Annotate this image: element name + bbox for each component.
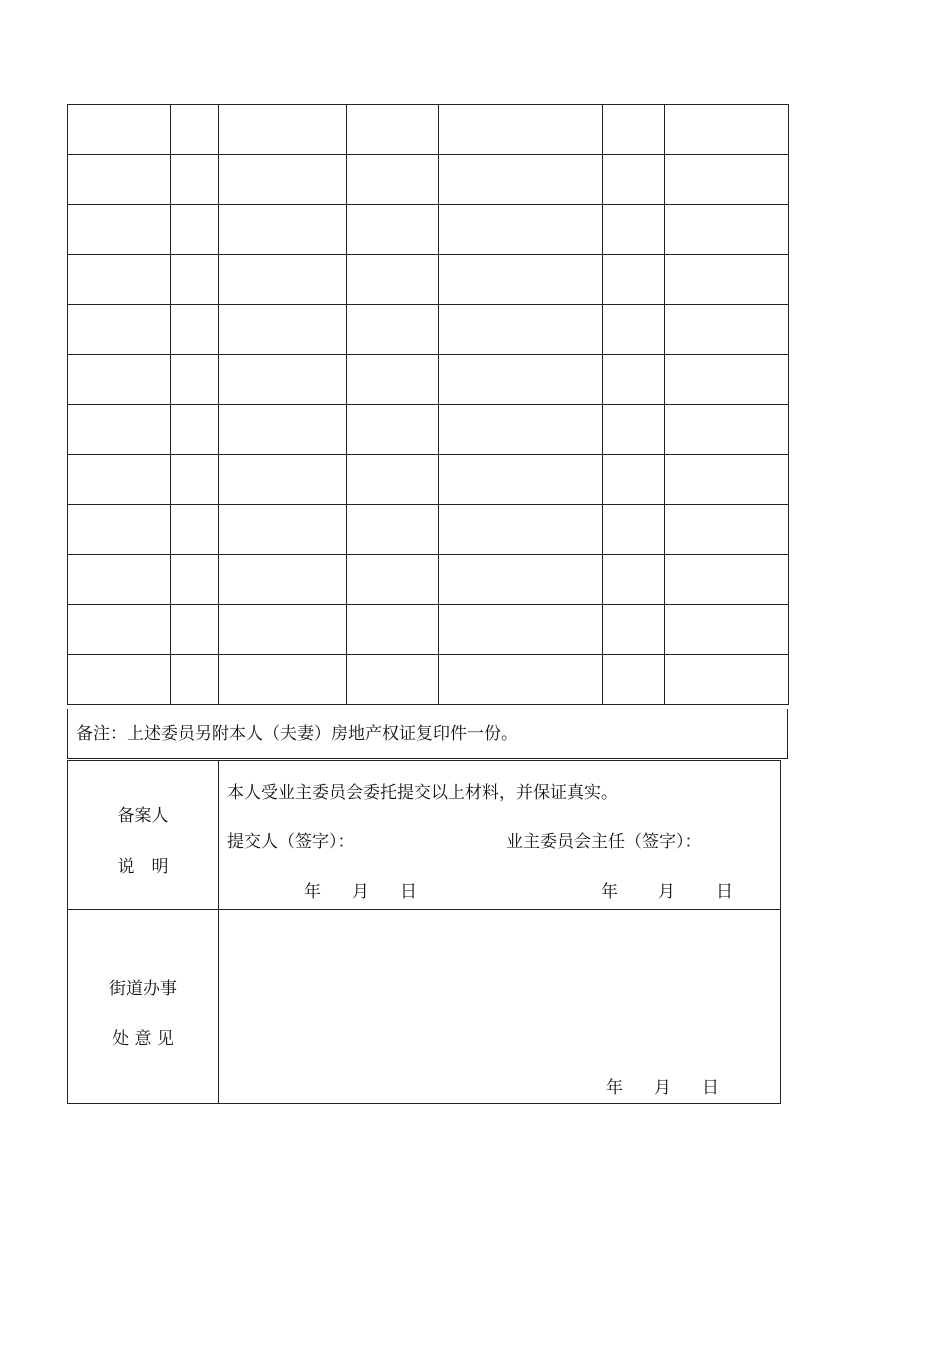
- table-cell: [171, 205, 219, 255]
- table-cell: [219, 605, 347, 655]
- table-cell: [68, 605, 171, 655]
- table-cell: [347, 405, 439, 455]
- table-cell: [219, 105, 347, 155]
- filing-row: [68, 761, 781, 910]
- filing-statement: 本人受业主委员会委托提交以上材料，并保证真实。: [227, 783, 618, 803]
- table-cell: [603, 605, 665, 655]
- table-cell: [665, 255, 789, 305]
- table-cell: [171, 405, 219, 455]
- table-cell: [347, 555, 439, 605]
- table-cell: [439, 405, 603, 455]
- filing-label-cell: [68, 761, 219, 910]
- table-cell: [219, 355, 347, 405]
- table-cell: [665, 655, 789, 705]
- table-cell: [603, 355, 665, 405]
- table-cell: [439, 255, 603, 305]
- table-cell: [68, 355, 171, 405]
- table-cell: [68, 305, 171, 355]
- table-cell: [439, 655, 603, 705]
- table-cell: [439, 155, 603, 205]
- table-cell: [347, 305, 439, 355]
- table-cell: [68, 455, 171, 505]
- table-cell: [603, 555, 665, 605]
- table-cell: [68, 655, 171, 705]
- remarks-row: [67, 709, 788, 759]
- table-cell: [439, 555, 603, 605]
- approval-table: [67, 760, 781, 1104]
- table-cell: [665, 355, 789, 405]
- table-cell: [347, 455, 439, 505]
- table-cell: [439, 305, 603, 355]
- table-cell: [347, 205, 439, 255]
- street-office-date-year: 年: [606, 1078, 623, 1098]
- street-office-date-month: 月: [654, 1078, 671, 1098]
- table-row: [68, 355, 789, 405]
- table-cell: [171, 155, 219, 205]
- table-cell: [171, 605, 219, 655]
- table-cell: [347, 355, 439, 405]
- chair-date-month: 月: [658, 882, 675, 902]
- table-row: [68, 405, 789, 455]
- table-row: [68, 655, 789, 705]
- table-cell: [347, 105, 439, 155]
- table-cell: [347, 605, 439, 655]
- table-cell: [665, 505, 789, 555]
- table-cell: [68, 105, 171, 155]
- table-cell: [347, 655, 439, 705]
- table-cell: [68, 555, 171, 605]
- table-cell: [603, 155, 665, 205]
- table-cell: [68, 155, 171, 205]
- table-cell: [219, 255, 347, 305]
- table-cell: [219, 655, 347, 705]
- table-cell: [439, 505, 603, 555]
- table-cell: [665, 405, 789, 455]
- street-office-label-line1: 街道办事: [109, 979, 177, 999]
- table-cell: [171, 555, 219, 605]
- table-cell: [219, 505, 347, 555]
- table-cell: [603, 455, 665, 505]
- table-cell: [439, 455, 603, 505]
- table-cell: [665, 205, 789, 255]
- member-grid: [67, 104, 789, 705]
- street-office-label-cell: [68, 910, 219, 1104]
- member-grid-body: [68, 105, 789, 705]
- submitter-signature-label: 提交人（签字）：: [227, 832, 355, 852]
- table-cell: [603, 405, 665, 455]
- submitter-date-year: 年: [304, 882, 321, 902]
- table-cell: [171, 105, 219, 155]
- remarks-text: 备注：上述委员另附本人（夫妻）房地产权证复印件一份。: [76, 724, 518, 744]
- table-cell: [171, 355, 219, 405]
- table-row: [68, 505, 789, 555]
- table-cell: [219, 455, 347, 505]
- table-cell: [439, 205, 603, 255]
- street-office-date-day: 日: [702, 1078, 719, 1098]
- table-cell: [665, 605, 789, 655]
- table-row: [68, 605, 789, 655]
- table-cell: [665, 105, 789, 155]
- submitter-date-day: 日: [400, 882, 417, 902]
- street-office-label-line2: 处 意 见: [112, 1029, 174, 1049]
- table-cell: [439, 105, 603, 155]
- chair-date-year: 年: [601, 882, 618, 902]
- table-cell: [219, 405, 347, 455]
- table-cell: [347, 155, 439, 205]
- table-cell: [603, 205, 665, 255]
- table-cell: [665, 155, 789, 205]
- filing-content-cell: [219, 761, 781, 910]
- table-row: [68, 155, 789, 205]
- street-office-content-cell: [219, 910, 781, 1104]
- table-cell: [603, 505, 665, 555]
- table-cell: [68, 205, 171, 255]
- table-cell: [665, 555, 789, 605]
- table-cell: [68, 405, 171, 455]
- table-cell: [439, 605, 603, 655]
- table-cell: [219, 155, 347, 205]
- table-row: [68, 455, 789, 505]
- table-cell: [68, 255, 171, 305]
- table-cell: [171, 655, 219, 705]
- filing-label-line2: 说 明: [117, 857, 169, 877]
- table-cell: [603, 655, 665, 705]
- table-cell: [603, 255, 665, 305]
- street-office-row: [68, 910, 781, 1104]
- table-row: [68, 255, 789, 305]
- filing-label-line1: 备案人: [117, 806, 169, 826]
- table-cell: [171, 505, 219, 555]
- table-cell: [347, 255, 439, 305]
- table-cell: [171, 455, 219, 505]
- table-cell: [219, 205, 347, 255]
- table-cell: [665, 455, 789, 505]
- table-cell: [665, 305, 789, 355]
- chair-date-day: 日: [716, 882, 733, 902]
- table-cell: [603, 105, 665, 155]
- table-row: [68, 555, 789, 605]
- table-cell: [171, 305, 219, 355]
- table-cell: [68, 505, 171, 555]
- table-cell: [347, 505, 439, 555]
- table-row: [68, 205, 789, 255]
- table-cell: [603, 305, 665, 355]
- table-cell: [171, 255, 219, 305]
- table-cell: [219, 305, 347, 355]
- submitter-date-month: 月: [352, 882, 369, 902]
- table-row: [68, 305, 789, 355]
- table-row: [68, 105, 789, 155]
- chair-signature-label: 业主委员会主任（签字）：: [506, 832, 702, 852]
- table-cell: [219, 555, 347, 605]
- table-cell: [439, 355, 603, 405]
